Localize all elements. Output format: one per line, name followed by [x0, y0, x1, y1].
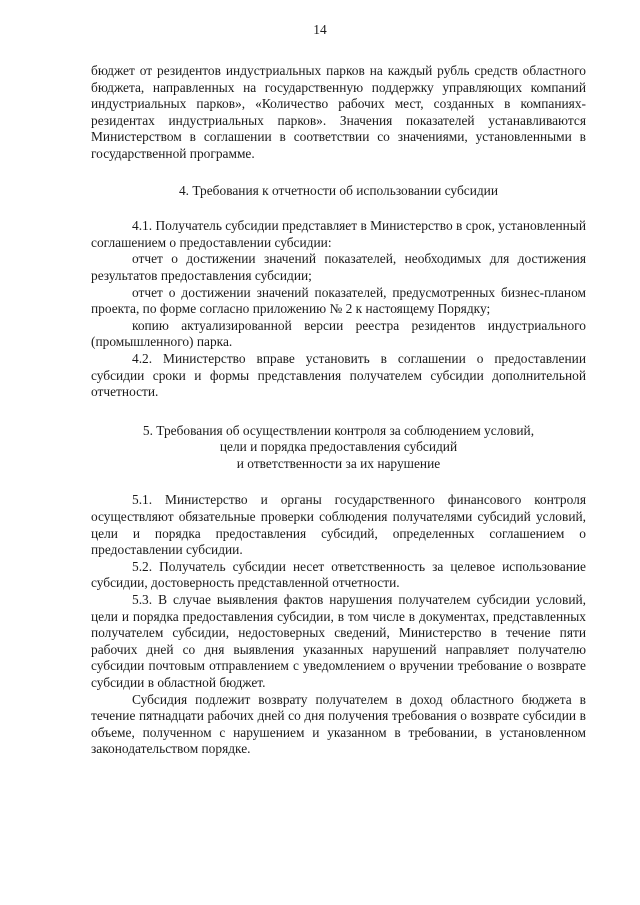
- section-5-paragraph-4: Субсидия подлежит возврату получателем в доход областного бюджета в течение пятнадцати рабочих дней со дня получения требования о возврате субсидии в объеме, полученном с нарушением и указанном в требовании, в установленном законодательством порядке.: [91, 691, 586, 757]
- section-4-paragraph-2: отчет о достижении значений показателей, необходимых для достижения результатов предоставления субсидии;: [91, 251, 586, 283]
- section-5-paragraph-2: 5.2. Получатель субсидии несет ответственность за целевое использование субсидии, достоверность представленной отчетности.: [91, 558, 586, 591]
- section-5-heading-line-2: цели и порядка предоставления субсидий: [219, 439, 458, 455]
- section-4-paragraph-3: отчет о достижении значений показателей, предусмотренных бизнес-планом проекта, по форме согласно приложению № 2 к настоящему Порядку;: [91, 284, 586, 317]
- section-5-heading-line-3: и ответственности за их нарушение: [236, 455, 441, 471]
- section-4-paragraph-5: 4.2. Министерство вправе установить в соглашении о предоставлении субсидии сроки и формы представления получателем субсидии дополнительной отчетности.: [91, 350, 586, 400]
- spacer: [91, 199, 586, 218]
- document-body: [91, 63, 586, 758]
- section-5-paragraph-1: 5.1. Министерство и органы государственного финансового контроля осуществляют обязательные проверки соблюдения получателями субсидий условий, цели и порядка предоставления субсидий, определенных соглашением о предоставлении субсидии.: [91, 492, 586, 558]
- intro-paragraph: бюджет от резидентов индустриальных парков на каждый рубль средств областного бюджета, направленных на государственную поддержку управляющих компаний индустриальных парков», «Количество рабочих мест, созданных в компаниях-резидентах индустриальных парков». Значения показателей устанавливаются Министерством в соглашении в соответствии со значениями, установленными в государственной программе.: [91, 63, 586, 161]
- section-5-paragraph-3: 5.3. В случае выявления фактов нарушения получателем субсидии условий, цели и порядка предоставления субсидии, в том числе в документах, представленных получателем субсидии, недостоверных сведений, Министерство в течение пяти рабочих дней со дня выявления указанных нарушений направляет получателю субсидии почтовым отправлением с уведомлением о вручении требование о возврате субсидии в областной бюджет.: [91, 592, 586, 690]
- page-number: 14: [313, 22, 327, 37]
- section-4-paragraph-1: 4.1. Получатель субсидии представляет в Министерство в срок, установленный соглашением о предоставлении субсидии:: [91, 218, 586, 250]
- section-4-heading: 4. Требования к отчетности об использовании субсидии: [178, 182, 499, 198]
- section-5-heading-line-1: 5. Требования об осуществлении контроля за соблюдением условий,: [142, 422, 535, 438]
- spacer: [91, 401, 586, 423]
- spacer: [91, 472, 586, 492]
- spacer: [91, 163, 586, 183]
- section-5-heading: [91, 423, 586, 473]
- section-4-paragraph-4: копию актуализированной версии реестра резидентов индустриального (промышленного) парка.: [91, 317, 586, 350]
